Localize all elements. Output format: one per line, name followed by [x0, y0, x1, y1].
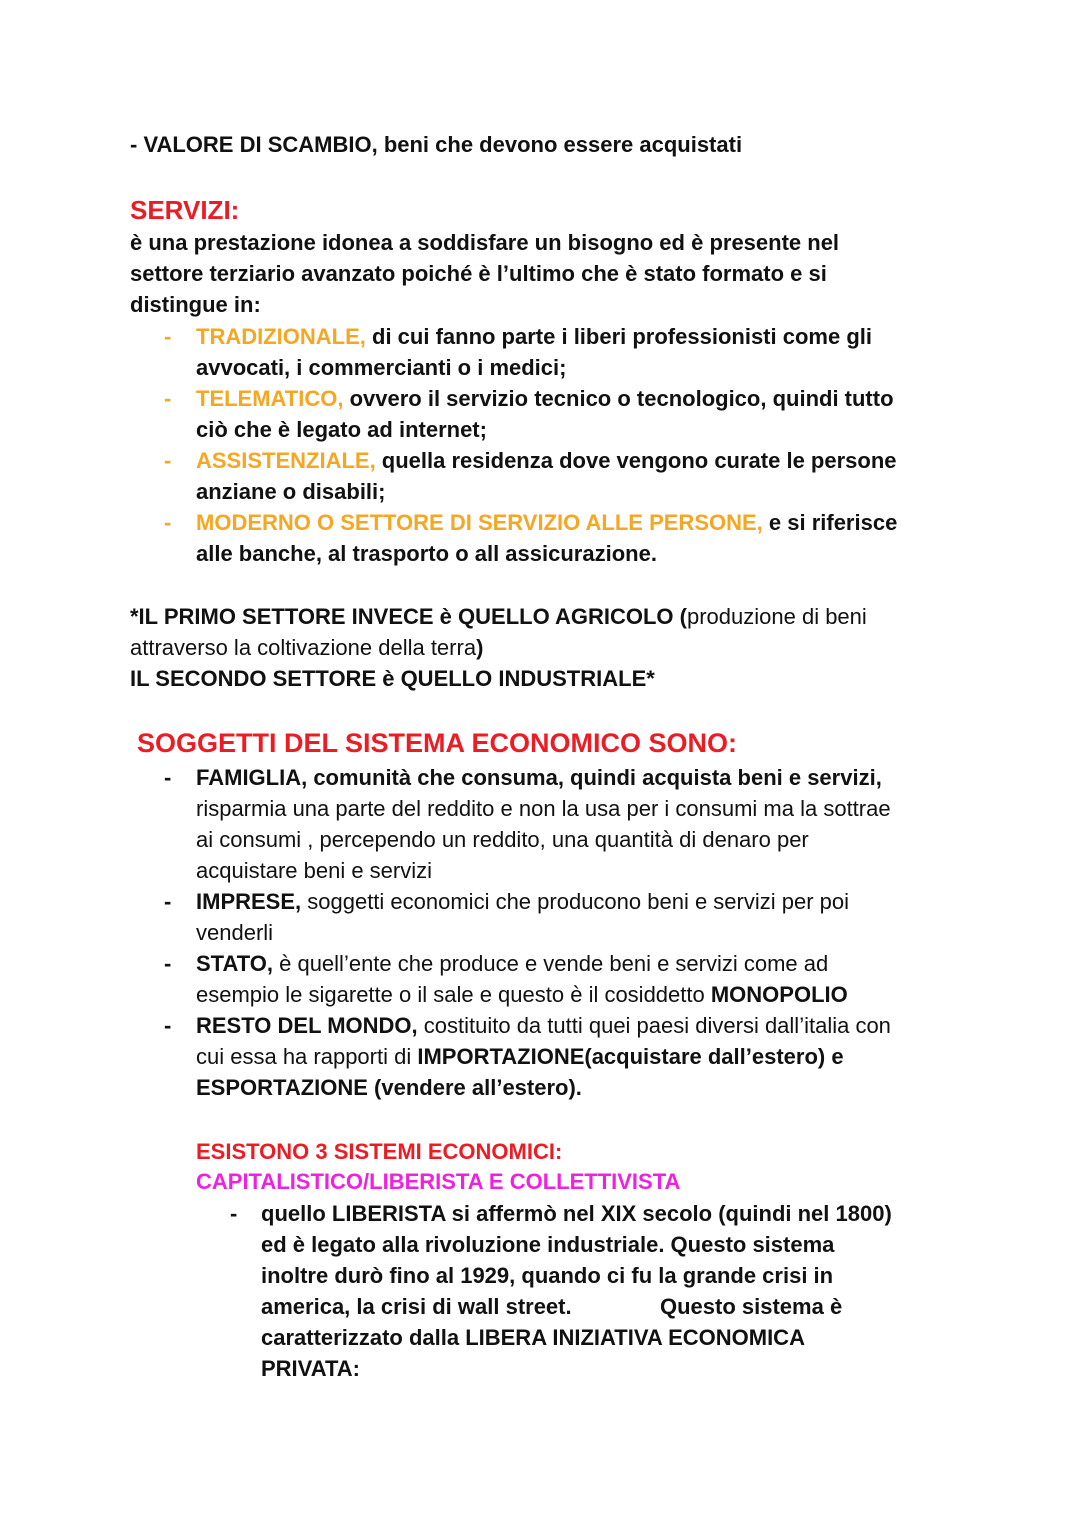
imprese-text: soggetti economici che producono beni e servizi per poi [301, 889, 850, 914]
bullet-dash: - [164, 510, 172, 535]
imprese-line-2: venderli [196, 920, 274, 945]
bullet-dash: - [164, 1013, 172, 1038]
stato-text-2: esempio le sigarette o il sale e questo è il cosiddetto [196, 982, 711, 1007]
stato-text: è quell’ente che produce e vende beni e servizi come ad [273, 951, 829, 976]
item-text: quella residenza dove vengono curate le persone [375, 448, 897, 473]
item-key: ASSISTENZIALE, [196, 448, 376, 473]
soggetti-title: SOGGETTI DEL SISTEMA ECONOMICO SONO: [137, 728, 738, 758]
resto-line-3: ESPORTAZIONE (vendere all’estero). [196, 1075, 582, 1100]
bullet-dash: - [164, 324, 172, 349]
resto-key: RESTO DEL MONDO, [196, 1013, 418, 1038]
settori-bold: *IL PRIMO SETTORE INVECE è QUELLO AGRICOLO ( [130, 604, 687, 629]
servizi-para-1: è una prestazione idonea a soddisfare un bisogno ed è presente nel [130, 230, 840, 255]
famiglia-line-4: acquistare beni e servizi [196, 858, 433, 883]
item-continuation: ciò che è legato ad internet; [196, 417, 487, 442]
settori-normal: produzione di beni [686, 604, 867, 629]
bullet-dash: - [230, 1201, 238, 1226]
sistemi-line-2: ed è legato alla rivoluzione industriale. Questo sistema [261, 1232, 835, 1257]
sistemi-line-6: PRIVATA: [261, 1356, 360, 1381]
sistemi-line-4b: Questo sistema è [660, 1294, 843, 1319]
bullet-dash: - [164, 951, 172, 976]
soggetti-resto-del-mondo [196, 1010, 891, 1041]
resto-text-2: cui essa ha rapporti di [196, 1044, 418, 1069]
servizi-para-3: distingue in: [130, 292, 261, 317]
sistemi-line-5: caratterizzato dalla LIBERA INIZIATIVA ECONOMICA [261, 1325, 805, 1350]
famiglia-line-2: risparmia una parte del reddito e non la usa per i consumi ma la sottrae [196, 796, 891, 821]
soggetti-stato [196, 948, 828, 979]
servizi-item-telematico [196, 383, 894, 414]
item-continuation: alle banche, al trasporto o all assicurazione. [196, 541, 657, 566]
intro-line: - VALORE DI SCAMBIO, beni che devono essere acquistati [130, 132, 743, 157]
settori-line-3: IL SECONDO SETTORE è QUELLO INDUSTRIALE* [130, 666, 655, 691]
soggetti-imprese [196, 886, 849, 917]
item-continuation: anziane o disabili; [196, 479, 386, 504]
famiglia-line-3: ai consumi , percependo un reddito, una quantità di denaro per [196, 827, 809, 852]
resto-text: costituito da tutti quei paesi diversi dall’italia con [417, 1013, 891, 1038]
item-text: ovvero il servizio tecnico o tecnologico, quindi tutto [343, 386, 894, 411]
servizi-item-moderno [196, 507, 897, 538]
sistemi-subtitle: CAPITALISTICO/LIBERISTA E COLLETTIVISTA [196, 1169, 681, 1194]
item-key: TELEMATICO, [196, 386, 344, 411]
monopolio-term: MONOPOLIO [710, 982, 848, 1007]
servizi-para-2: settore terziario avanzato poiché è l’ultimo che è stato formato e si [130, 261, 827, 286]
settori-line-2 [130, 632, 483, 663]
importazione-term: IMPORTAZIONE(acquistare dall’estero) e [417, 1044, 844, 1069]
servizi-item-assistenziale [196, 445, 897, 476]
settori-line-1 [130, 601, 867, 632]
servizi-title: SERVIZI: [130, 195, 240, 225]
bullet-dash: - [164, 386, 172, 411]
item-text: e si riferisce [762, 510, 898, 535]
bullet-dash: - [164, 889, 172, 914]
imprese-key: IMPRESE, [196, 889, 302, 914]
soggetti-famiglia: FAMIGLIA, comunità che consuma, quindi acquista beni e servizi, [196, 765, 882, 790]
resto-line-2 [196, 1041, 844, 1072]
servizi-item-tradizionale [196, 321, 872, 352]
settori-normal: attraverso la coltivazione della terra [130, 635, 477, 660]
sistemi-title: ESISTONO 3 SISTEMI ECONOMICI: [196, 1139, 563, 1164]
item-key: TRADIZIONALE, [196, 324, 366, 349]
settori-bold: ) [476, 635, 484, 660]
item-key: MODERNO O SETTORE DI SERVIZIO ALLE PERSONE, [196, 510, 763, 535]
bullet-dash: - [164, 765, 172, 790]
item-continuation: avvocati, i commercianti o i medici; [196, 355, 567, 380]
sistemi-line-1: quello LIBERISTA si affermò nel XIX secolo (quindi nel 1800) [261, 1201, 892, 1226]
sistemi-line-3: inoltre durò fino al 1929, quando ci fu la grande crisi in [261, 1263, 834, 1288]
stato-key: STATO, [196, 951, 273, 976]
stato-line-2 [196, 979, 848, 1010]
bullet-dash: - [164, 448, 172, 473]
item-text: di cui fanno parte i liberi professionisti come gli [365, 324, 872, 349]
sistemi-line-4: america, la crisi di wall street. [261, 1294, 572, 1319]
